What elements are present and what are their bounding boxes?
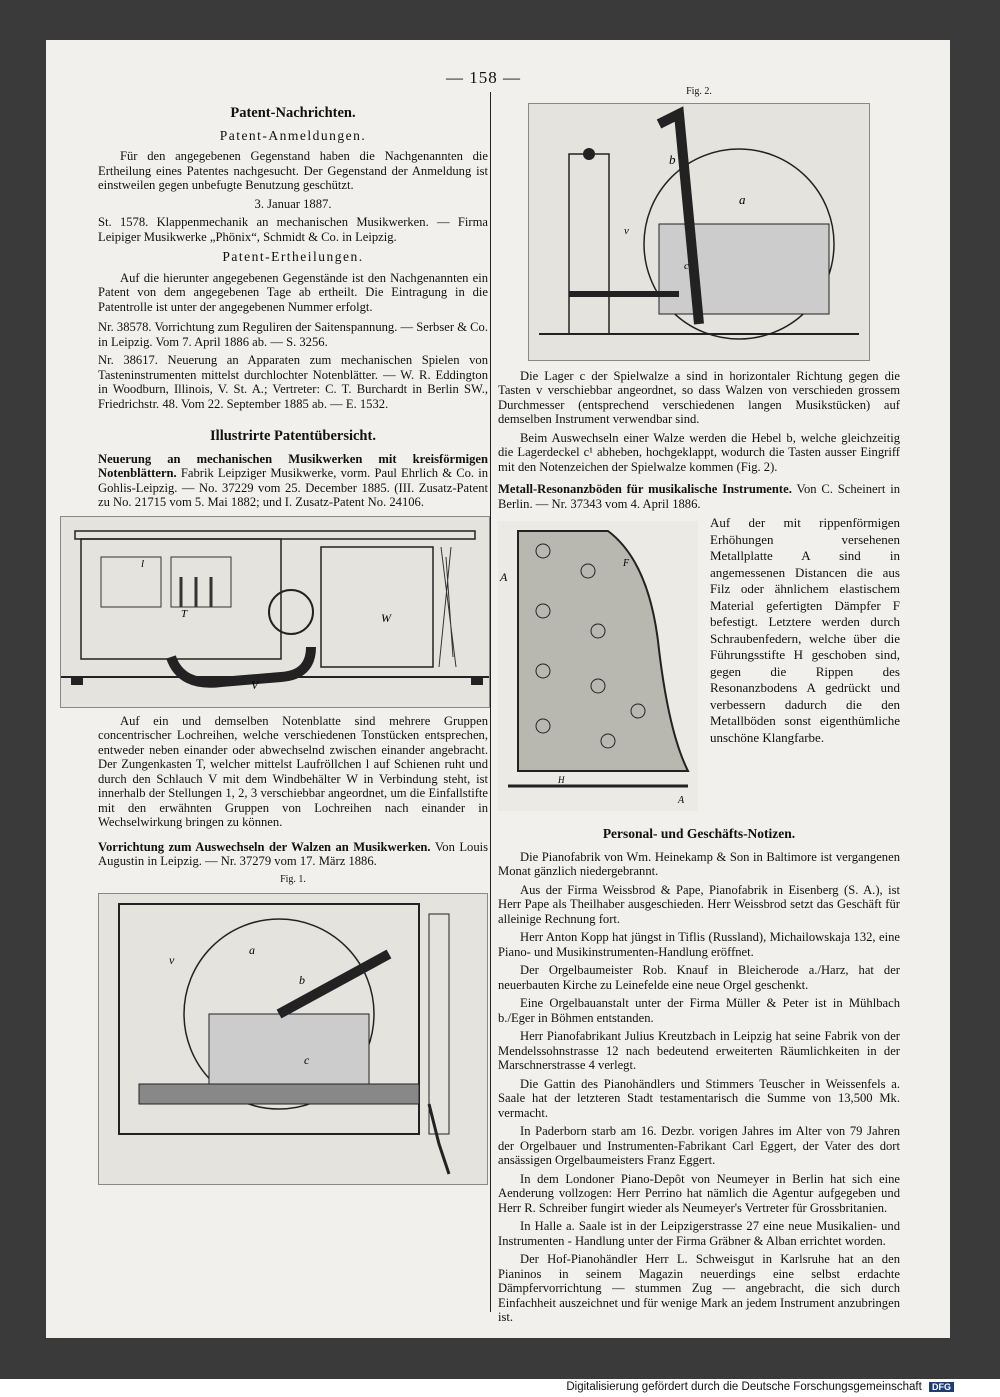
uebersicht-title: Illustrirte Patentübersicht. (210, 428, 376, 444)
note-7: Die Gattin des Pianohändlers und Stimmers Teuscher in Weissenfels a. Saale hat der letzteren Stadt testamentarisch die Summe von 13,500 Mk. vermacht. (498, 1076, 900, 1120)
dfg-logo: DFG (929, 1382, 954, 1392)
fig2-label: Fig. 2. (686, 86, 712, 97)
ertheilungen-title: Patent-Ertheilungen. (222, 249, 364, 264)
patent-entry-38578: Nr. 38578. Vorrichtung zum Reguliren der Saitenspannung. — Serbser & Co. in Leipzig. Vom 7. April 1886 ab. — S. 3256. (98, 320, 488, 349)
footer-credit (566, 1381, 954, 1393)
anmeldungen-intro: Für den angegebenen Gegenstand haben die Nachgenannten die Ertheilung eines Patentes nachgesucht. Der Gegenstand der Anmeldung ist einstweilen gegen unbefugte Benutzung geschützt. (98, 149, 488, 192)
metall-entry (498, 482, 900, 511)
fig1-label: Fig. 1. (280, 873, 306, 885)
figure-2 (528, 103, 870, 361)
note-2: Aus der Firma Weissbrod & Pape, Pianofabrik in Eisenberg (S. A.), ist Herr Pape als Theilhaber ausgeschieden. Herr Weissbrod setzt das Geschäft für alleinige Rechnung fort. (498, 882, 900, 926)
fig1-letter-v: v (169, 953, 175, 967)
ertheilungen-intro: Auf die hierunter angegebenen Gegenstände ist den Nachgenannten ein Patent von dem angegebenen Tage ab ertheilt. Die Eintragung in die Patentrolle ist unter der angegebenen Nummer erfolgt. (98, 270, 488, 314)
note-6: Herr Pianofabrikant Julius Kreutzbach in Leipzig hat seine Fabrik von der Mendelssohnstrasse 12 nach bedeutend erweiterten Räumlichkeiten in der Marschnerstrasse 4 verlegt. (498, 1029, 900, 1072)
note-5: Eine Orgelbauanstalt unter der Firma Müller & Peter ist in Mühlbach b./Eger in Böhmen entstanden. (498, 996, 900, 1025)
neuerung-body: Auf ein und demselben Notenblatte sind mehrere Gruppen concentrischer Lochreihen, welche verschiedenen Tonstücken entsprechen, entweder neben einander oder abwechselnd zwischen einander angebracht. Der Zungenkasten T, welcher mittelst Laufröllchen l auf Schienen ruht und durch den Schlauch V mit dem Windbehälter W in Verbindung steht, ist innerhalb der Stellungen 1, 2, 3 verschiebbar angeordnet, um die Einfallstifte mit den erwähnten Gruppen von Lochreihen nach einander in Wechselwirkung bringen zu können. (98, 713, 488, 829)
fig2-letter-b: b (669, 151, 676, 167)
fig-letter-W: W (381, 610, 391, 625)
fig1-letter-c: c (304, 1053, 310, 1067)
metall-body: Auf der mit rippenförmigen Erhöhungen versehenen Metallplatte A sind in angemessenen Distancen die aus Filz oder ähnlichem elastischem Material gefertigten Dämpfer F befestigt. Letztere werden durch Schraubenfedern, welche über die Führungsstifte H geschoben sind, gegen die Rippen des Resonanzbodens A gedrückt und verbessern dadurch die den Metallböden sonst eigenthümliche unschöne Klangfarbe. (710, 515, 900, 745)
fig3-letter-A-bottom: A (678, 795, 685, 806)
fig2-letter-a: a (739, 191, 746, 207)
note-4: Der Orgelbaumeister Rob. Knauf in Bleicherode a./Harz, hat der neuerbauten Kirche zu Leinefelde eine neue Orgel geschenkt. (498, 963, 900, 992)
neuerung-rest: Fabrik Leipziger Musikwerke, vorm. Paul Ehrlich & Co. in Gohlis-Leipzig. — No. 37229 vom 25. December 1885. (III. Zusatz-Patent zu No. 21715 vom 5. Mai 1882; und I. Zusatz-Patent No. 24106. (98, 466, 489, 509)
anmeldungen-title: Patent-Anmeldungen. (219, 127, 367, 143)
fig3-letter-H: H (558, 775, 565, 785)
fig3-letter-F: F (623, 558, 630, 569)
figure-notenblatt (60, 516, 490, 708)
personal-title: Personal- und Geschäfts-Notizen. (602, 826, 796, 841)
figure-resonanzboden (498, 521, 698, 811)
page-number: — 158 — (446, 68, 521, 87)
patent-entry-1578: St. 1578. Klappenmechanik an mechanischen Musikwerken. — Firma Leipiger Musikwerke „Phönix“, Schmidt & Co. in Leipzig. (98, 215, 488, 244)
metall-rest: Von C. Scheinert in Berlin. — Nr. 37343 vom 4. April 1886. (498, 482, 900, 511)
footer-bar (0, 1379, 1000, 1397)
lager-text: Die Lager c der Spielwalze a sind in horizontaler Richtung gegen die Tasten v verschiebbar angeordnet, so dass Walzen von verschieden grossem Durchmesser (entsprechend verschiedenen langen Musikstücken) auf demselben Instrument verwendbar sind. (498, 368, 900, 426)
date-line: 3. Januar 1887. (254, 196, 332, 211)
fig1-letter-b: b (299, 973, 305, 987)
fig3-letter-A: A (500, 570, 508, 584)
walzen-rest: Von Louis Augustin in Leipzig. — Nr. 37279 vom 17. März 1886. (98, 839, 489, 868)
walzen-fig2-diagram (529, 104, 869, 360)
walzen-fig1-diagram (99, 894, 489, 1184)
figure-1 (98, 893, 488, 1185)
document-page (46, 40, 950, 1338)
fig-letter-T: T (181, 607, 188, 620)
note-8: In Paderborn starb am 16. Dezbr. vorigen Jahres im Alter von 79 Jahren der Orgelbauer und Instrumenten-Fabrikant Carl Eggert, der Vater des dort ansässigen Orgelbaumeisters Franz Eggert. (498, 1124, 900, 1167)
footer-text: Digitalisierung gefördert durch die Deutsche Forschungsgemeinschaft (566, 1381, 922, 1393)
column-rule (490, 92, 491, 1312)
note-9: In dem Londoner Piano-Depôt von Neumeyer in Berlin hat sich eine Aenderung vollzogen: Herr Perrino hat nämlich die Agentur aufgegeben und Herr R. Schreiber fungirt wieder als Neumeyer's Vertreter für Grossbritanien. (498, 1171, 900, 1215)
resonanzboden-diagram (498, 521, 698, 811)
walzen-entry (98, 840, 488, 869)
metall-heading: Metall-Resonanzböden für musikalische Instrumente. (498, 482, 792, 496)
lager-text-2: Beim Auswechseln einer Walze werden die Hebel b, welche gleichzeitig die Lagerdeckel c¹ abheben, hochgeklappt, wodurch die Tasten ausser Eingriff mit den Notenzeichen der Spielwalze kommen (Fig. 2). (498, 430, 900, 474)
note-11: Der Hof-Pianohändler Herr L. Schweisgut in Karlsruhe hat an den Pianinos in seinem Magazin neuerdings eine selbst erdachte Dämpfervorrichtung — stummen Zug — angebracht, die sich durch Einfachheit auszeichnet und für wenige Mark an jedem Instrument anzubringen ist. (498, 1252, 900, 1324)
neuerung-entry (98, 452, 488, 510)
neuerung-heading: Neuerung an mechanischen Musikwerken mit kreisförmigen Notenblättern. (98, 451, 488, 480)
fig1-letter-a: a (249, 943, 255, 957)
left-column (98, 100, 488, 1191)
patent-entry-38617: Nr. 38617. Neuerung an Apparaten zum mechanischen Spielen von Tasteninstrumenten mittelst durchlochter Notenblätter. — W. R. Eddington in Woodburn, Illinois, V. St. A.; Vertreter: C. T. Burchardt in Berlin SW., Friedrichstr. 48. Vom 22. September 1885 ab. — E. 1532. (98, 353, 488, 411)
right-column (498, 82, 900, 1329)
metall-block (498, 515, 900, 817)
fig-letter-V: V (251, 677, 259, 692)
note-10: In Halle a. Saale ist in der Leipzigerstrasse 27 eine neue Musikalien- und Instrumenten - Handlung unter der Firma Gräbner & Alban errichtet worden. (498, 1219, 900, 1248)
note-1: Die Pianofabrik von Wm. Heinekamp & Son in Baltimore ist vergangenen Monat gänzlich niedergebrannt. (498, 849, 900, 878)
walzen-heading: Vorrichtung zum Auswechseln der Walzen an Musikwerken. (98, 839, 431, 854)
notenblatt-diagram (61, 517, 489, 707)
fig2-letter-v: v (624, 224, 629, 237)
section-title: Patent-Nachrichten. (230, 105, 356, 121)
fig-letter-l: l (141, 557, 145, 570)
note-3: Herr Anton Kopp hat jüngst in Tiflis (Russland), Michailowskaja 132, eine Piano- und Musikinstrumenten-Handlung eröffnet. (498, 930, 900, 959)
fig2-letter-c: c (684, 259, 689, 272)
